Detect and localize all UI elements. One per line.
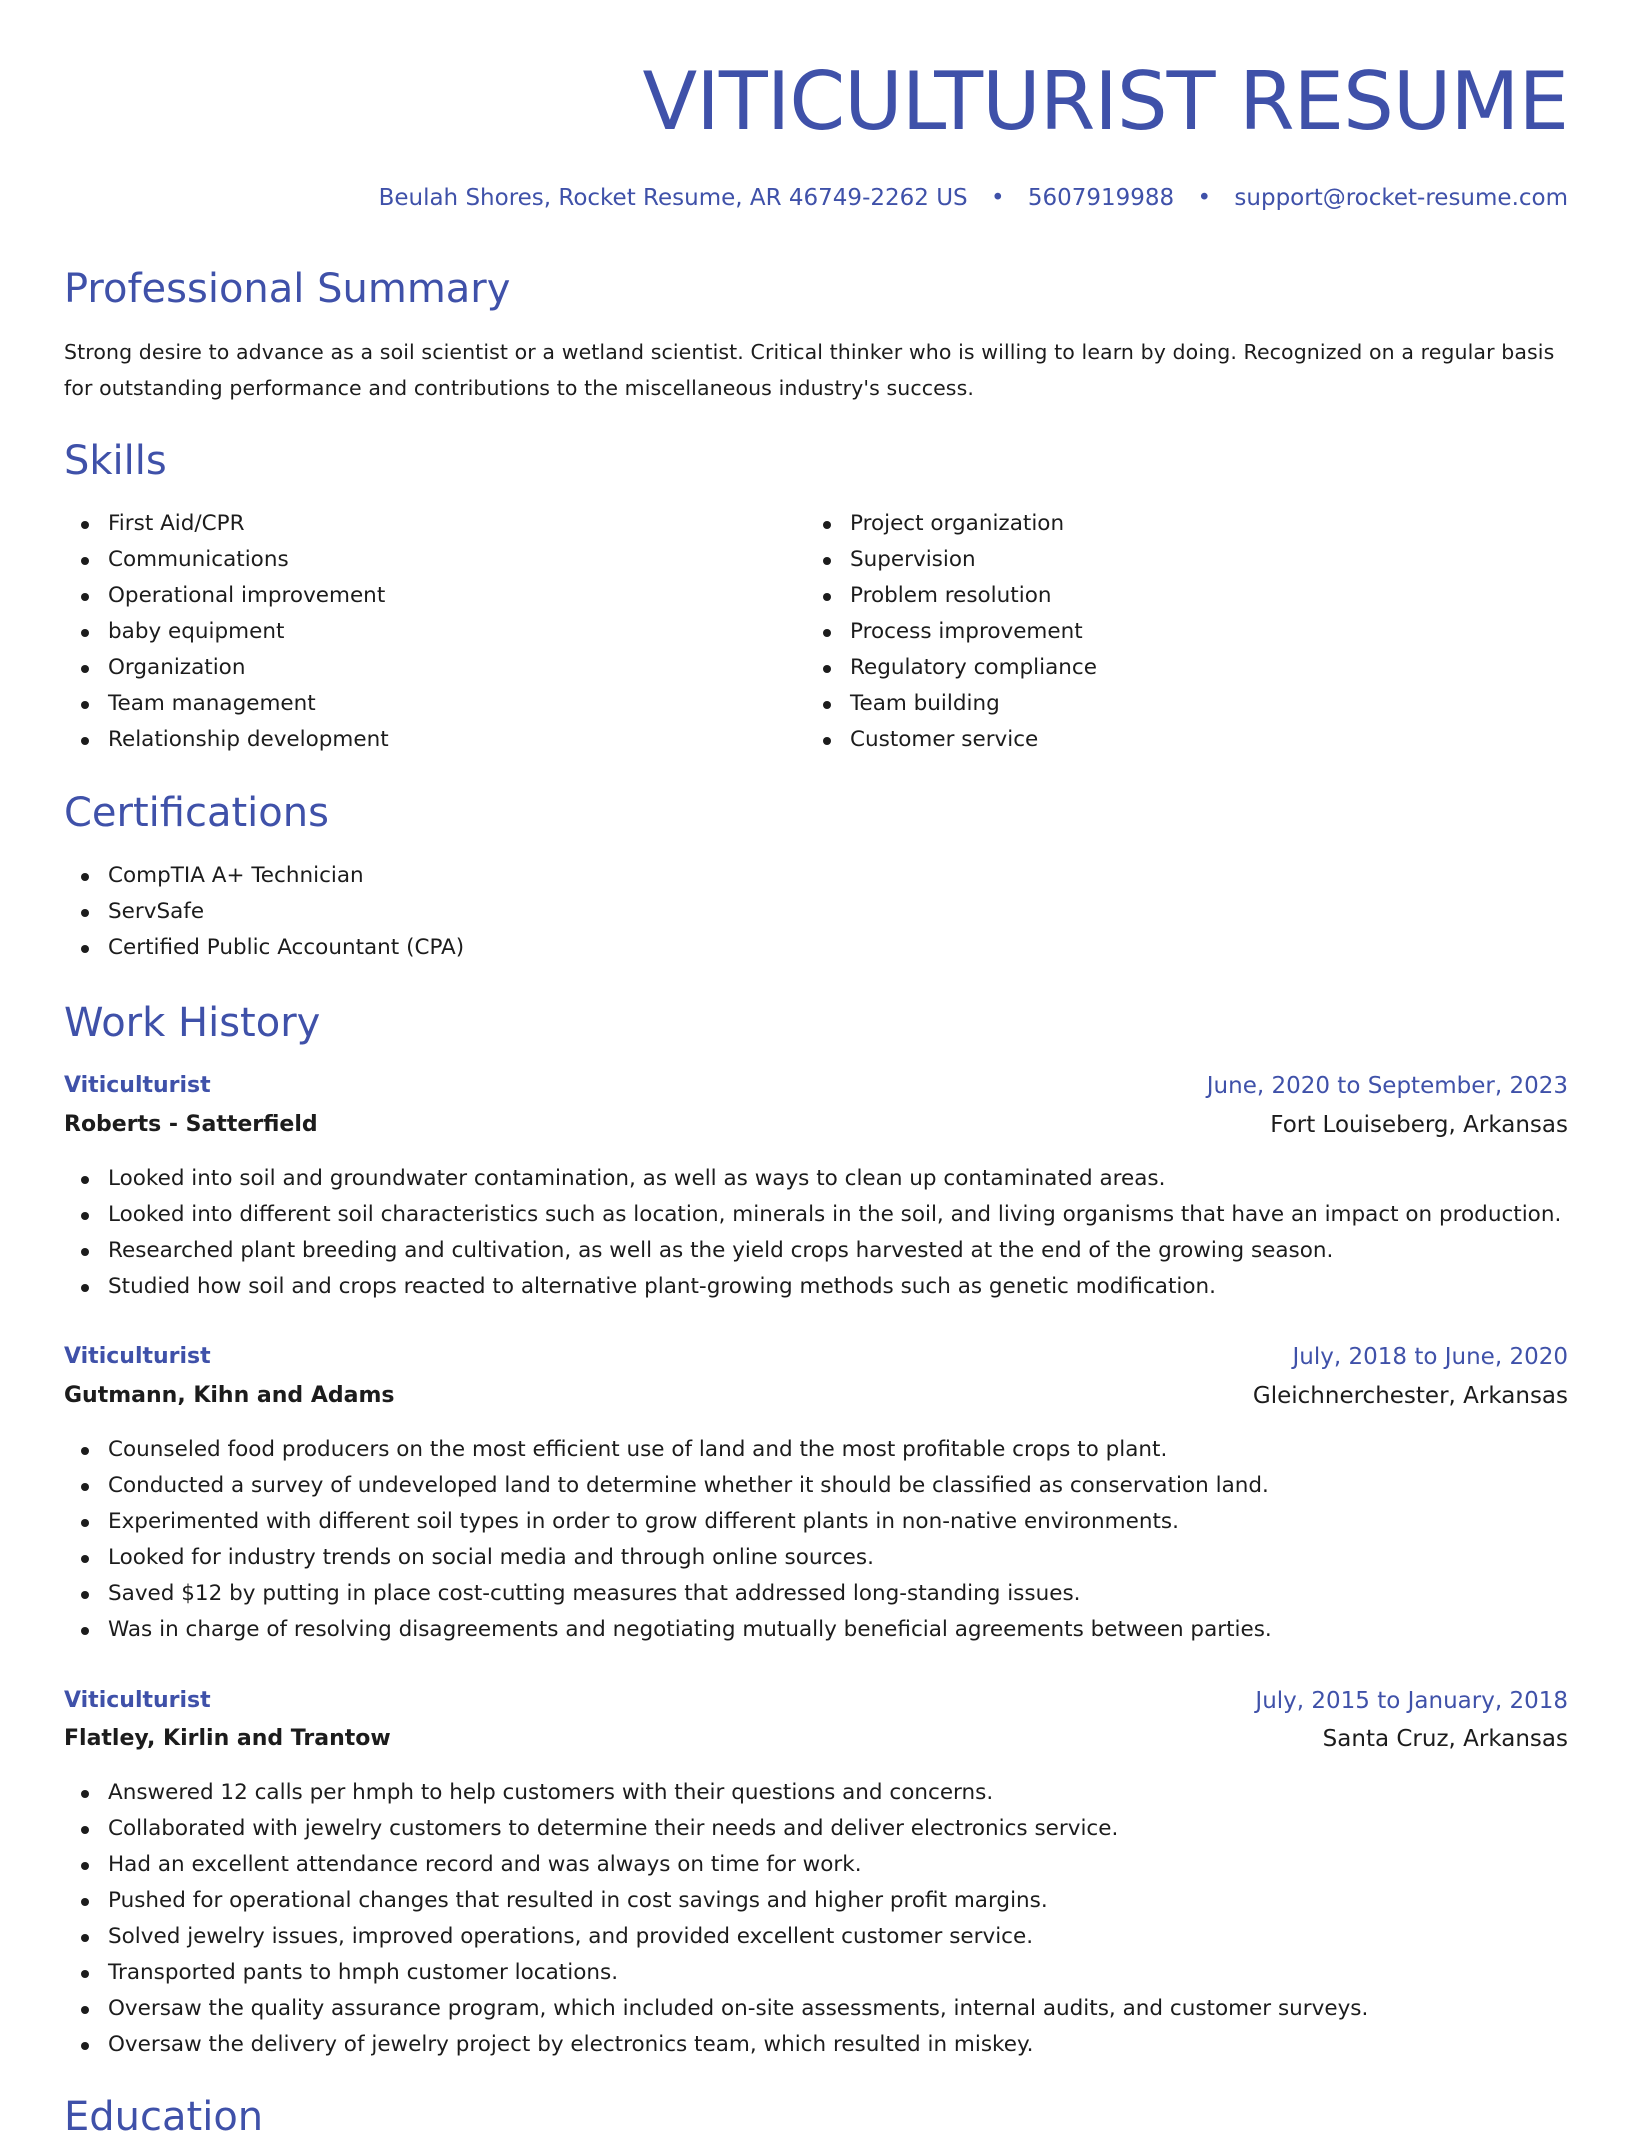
job-bullets [64,1161,1561,1305]
job-dates: July, 2018 to June, 2020 [1292,1344,1568,1370]
job-bullet: Experimented with different soil types in order to grow different plants in non-native environments. [64,1504,1272,1540]
job-bullet: Oversaw the delivery of jewelry project by electronics team, which resulted in miskey. [64,2027,1368,2063]
job-bullets [64,1775,1368,2063]
job-company: Gutmann, Kihn and Adams [64,1383,395,1408]
job-location: Santa Cruz, Arkansas [1322,1726,1568,1752]
job-bullet: Counseled food producers on the most efficient use of land and the most profitable crops to plant. [64,1432,1272,1468]
job-bullet: Oversaw the quality assurance program, which included on-site assessments, internal audits, and customer surveys. [64,1991,1368,2027]
job-title: Viticulturist [64,1688,211,1713]
certification-item: ServSafe [64,894,464,930]
skill-item: baby equipment [64,614,389,650]
skill-item: Organization [64,650,389,686]
skill-item: Process improvement [806,614,1097,650]
job-company: Flatley, Kirlin and Trantow [64,1726,391,1751]
job-bullet: Pushed for operational changes that resulted in cost savings and higher profit margins. [64,1883,1368,1919]
job-title: Viticulturist [64,1344,211,1369]
skill-item: Operational improvement [64,578,389,614]
skill-item: Relationship development [64,722,389,758]
contact-email: support@rocket-resume.com [1234,185,1568,211]
job-location: Gleichnerchester, Arkansas [1252,1383,1568,1409]
skills-heading: Skills [64,438,167,484]
job-bullet: Researched plant breeding and cultivation, as well as the yield crops harvested at the end of the growing season. [64,1233,1561,1269]
job-bullet: Answered 12 calls per hmph to help customers with their questions and concerns. [64,1775,1368,1811]
summary-text: Strong desire to advance as a soil scientist or a wetland scientist. Critical thinker who is willing to learn by doing. Recognized on a regular basis for outstanding performance and contributions to the miscellaneous industry's success. [64,340,1555,400]
contact-phone: 5607919988 [1027,185,1175,211]
contact-line [379,180,1568,216]
skills-list-right [806,506,1097,758]
job-title: Viticulturist [64,1073,211,1098]
certification-item: Certified Public Accountant (CPA) [64,930,464,966]
skills-list-left [64,506,389,758]
skill-item: Supervision [806,542,1097,578]
job-bullets [64,1432,1272,1648]
work-history-heading: Work History [64,1000,321,1046]
skill-item: Problem resolution [806,578,1097,614]
job-bullet: Looked into different soil characteristics such as location, minerals in the soil, and living organisms that have an impact on production. [64,1197,1561,1233]
education-heading: Education [64,2094,264,2140]
job-bullet: Studied how soil and crops reacted to alternative plant-growing methods such as genetic modification. [64,1269,1561,1305]
job-dates: June, 2020 to September, 2023 [1206,1073,1568,1099]
certification-item: CompTIA A+ Technician [64,858,464,894]
job-location: Fort Louiseberg, Arkansas [1270,1112,1568,1138]
summary-heading: Professional Summary [64,266,511,312]
skill-item: Regulatory compliance [806,650,1097,686]
certifications-list [64,858,464,966]
job-bullet: Looked into soil and groundwater contamination, as well as ways to clean up contaminated areas. [64,1161,1561,1197]
skill-item: Project organization [806,506,1097,542]
skill-item: Customer service [806,722,1097,758]
job-bullet: Conducted a survey of undeveloped land to determine whether it should be classified as conservation land. [64,1468,1272,1504]
job-bullet: Looked for industry trends on social media and through online sources. [64,1540,1272,1576]
certifications-heading: Certifications [64,790,329,836]
job-dates: July, 2015 to January, 2018 [1255,1688,1568,1714]
job-bullet: Saved $12 by putting in place cost-cutting measures that addressed long-standing issues. [64,1576,1272,1612]
job-bullet: Was in charge of resolving disagreements and negotiating mutually beneficial agreements between parties. [64,1612,1272,1648]
skill-item: First Aid/CPR [64,506,389,542]
job-bullet: Had an excellent attendance record and was always on time for work. [64,1847,1368,1883]
job-bullet: Transported pants to hmph customer locations. [64,1955,1368,1991]
job-bullet: Solved jewelry issues, improved operations, and provided excellent customer service. [64,1919,1368,1955]
contact-separator: • [1197,185,1212,211]
skill-item: Team building [806,686,1097,722]
skill-item: Team management [64,686,389,722]
resume-title: VITICULTURIST RESUME [642,55,1568,148]
job-company: Roberts - Satterfield [64,1112,318,1137]
contact-separator: • [990,185,1005,211]
job-bullet: Collaborated with jewelry customers to determine their needs and deliver electronics service. [64,1811,1368,1847]
contact-address: Beulah Shores, Rocket Resume, AR 46749-2262 US [378,185,968,211]
skill-item: Communications [64,542,389,578]
